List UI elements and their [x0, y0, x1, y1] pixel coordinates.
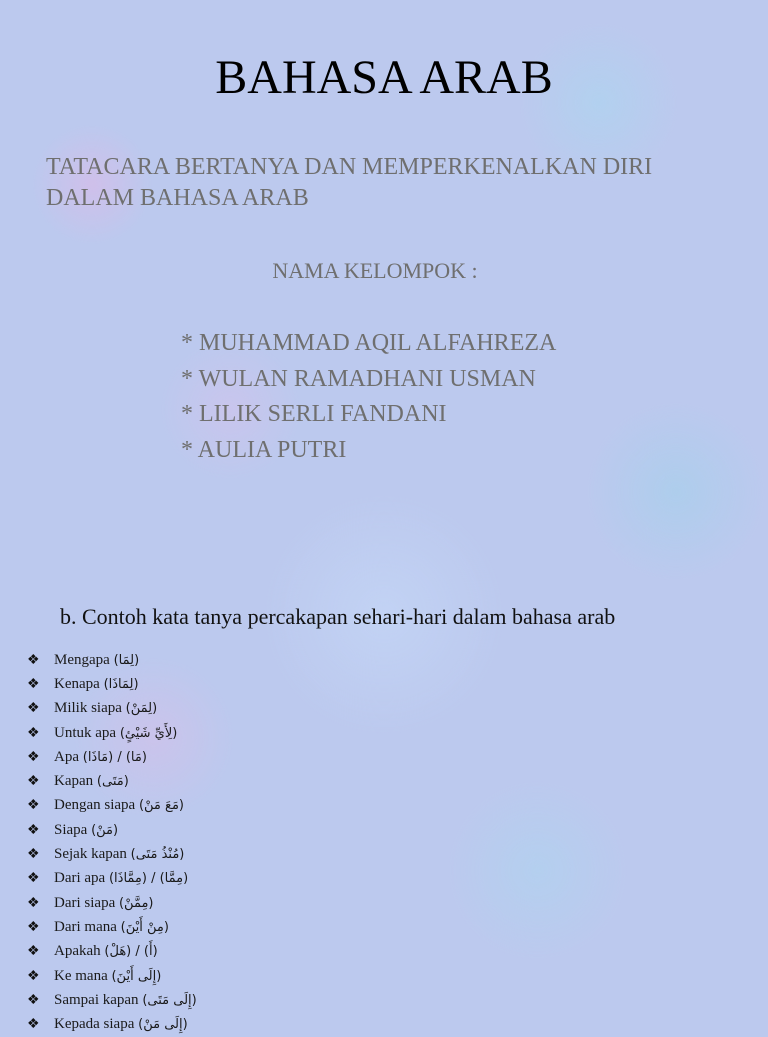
member-name: * WULAN RAMADHANI USMAN	[181, 365, 536, 392]
list-item	[27, 891, 197, 915]
list-item	[27, 988, 197, 1012]
list-item	[27, 842, 197, 866]
diamond-bullet-icon: ❖	[27, 725, 40, 741]
member-name: * MUHAMMAD AQIL ALFAHREZA	[181, 330, 557, 356]
diamond-bullet-icon: ❖	[27, 798, 40, 814]
diamond-bullet-icon: ❖	[27, 871, 40, 887]
list-item	[27, 672, 197, 696]
arabic-term: (إِلَى مَتَى)	[142, 992, 197, 1008]
arabic-term: (مَنْ)	[91, 822, 119, 838]
member-name: * AULIA PUTRI	[181, 436, 347, 463]
diamond-bullet-icon: ❖	[27, 1017, 40, 1033]
word-label: Dari apa	[54, 870, 106, 887]
arabic-term: (مَتَى)	[96, 774, 129, 790]
arabic-term: (مَا) / (مَاذَا)	[82, 749, 147, 765]
word-label: Siapa	[54, 821, 88, 838]
word-label: Apa	[54, 748, 79, 765]
word-label: Kapan	[54, 773, 94, 790]
question-word-list	[27, 648, 197, 1037]
arabic-term: (مِمَّا) / (مِمَّاذَا)	[108, 871, 189, 887]
word-label: Sampai kapan	[54, 991, 139, 1008]
arabic-term: (مَعَ مَنْ)	[138, 798, 184, 814]
word-label: Untuk apa	[54, 724, 117, 741]
list-item	[27, 867, 197, 891]
member-name: * LILIK SERLI FANDANI	[181, 401, 447, 427]
list-item	[27, 1012, 197, 1036]
diamond-bullet-icon: ❖	[27, 676, 40, 692]
list-item	[27, 794, 197, 818]
diamond-bullet-icon: ❖	[27, 652, 40, 668]
member-list	[181, 326, 556, 468]
diamond-bullet-icon: ❖	[27, 774, 40, 790]
question-words-slide	[0, 590, 768, 1033]
diamond-bullet-icon: ❖	[27, 701, 40, 717]
word-label: Mengapa	[54, 651, 110, 668]
word-label: Dari siapa	[54, 894, 116, 911]
word-label: Milik siapa	[54, 700, 122, 717]
arabic-term: (لِأَيِّ شَيْئٍ)	[119, 725, 178, 741]
word-label: Apakah	[54, 943, 101, 960]
arabic-term: (أَ) / (هَلْ)	[104, 944, 158, 960]
arabic-term: (إِلَى مَنْ)	[138, 1017, 188, 1033]
word-label: Dengan siapa	[54, 797, 136, 814]
arabic-term: (لِمَنْ)	[125, 701, 158, 717]
list-item	[27, 769, 197, 793]
group-label: NAMA KELOMPOK :	[272, 258, 478, 283]
list-item	[27, 697, 197, 721]
list-item	[27, 648, 197, 672]
diamond-bullet-icon: ❖	[27, 895, 40, 911]
section-heading: b. Contoh kata tanya percakapan sehari-hari dalam bahasa arab	[60, 604, 616, 629]
list-item	[27, 721, 197, 745]
diamond-bullet-icon: ❖	[27, 749, 40, 765]
arabic-term: (مِنْ أَيْنَ)	[120, 919, 169, 935]
arabic-term: (مُنْذُ مَتَى)	[130, 847, 185, 863]
slide-subtitle: TATACARA BERTANYA DAN MEMPERKENALKAN DIRI DALAM BAHASA ARAB	[46, 154, 653, 211]
word-label: Kepada siapa	[54, 1016, 135, 1033]
diamond-bullet-icon: ❖	[27, 992, 40, 1008]
list-item	[27, 964, 197, 988]
arabic-term: (إِلَى أَيْنَ)	[111, 968, 162, 984]
diamond-bullet-icon: ❖	[27, 919, 40, 935]
diamond-bullet-icon: ❖	[27, 847, 40, 863]
diamond-bullet-icon: ❖	[27, 822, 40, 838]
list-item	[27, 818, 197, 842]
word-label: Kenapa	[54, 675, 100, 692]
slide-title: BAHASA ARAB	[215, 51, 553, 104]
diamond-bullet-icon: ❖	[27, 968, 40, 984]
word-label: Ke mana	[54, 967, 108, 984]
arabic-term: (لِمَاذَا)	[103, 676, 139, 692]
arabic-term: (مِمَّنْ)	[118, 895, 154, 911]
list-item	[27, 940, 197, 964]
list-item	[27, 745, 197, 769]
word-label: Dari mana	[54, 918, 117, 935]
diamond-bullet-icon: ❖	[27, 944, 40, 960]
arabic-term: (لِمَا)	[113, 652, 140, 668]
list-item	[27, 915, 197, 939]
word-label: Sejak kapan	[54, 846, 127, 863]
